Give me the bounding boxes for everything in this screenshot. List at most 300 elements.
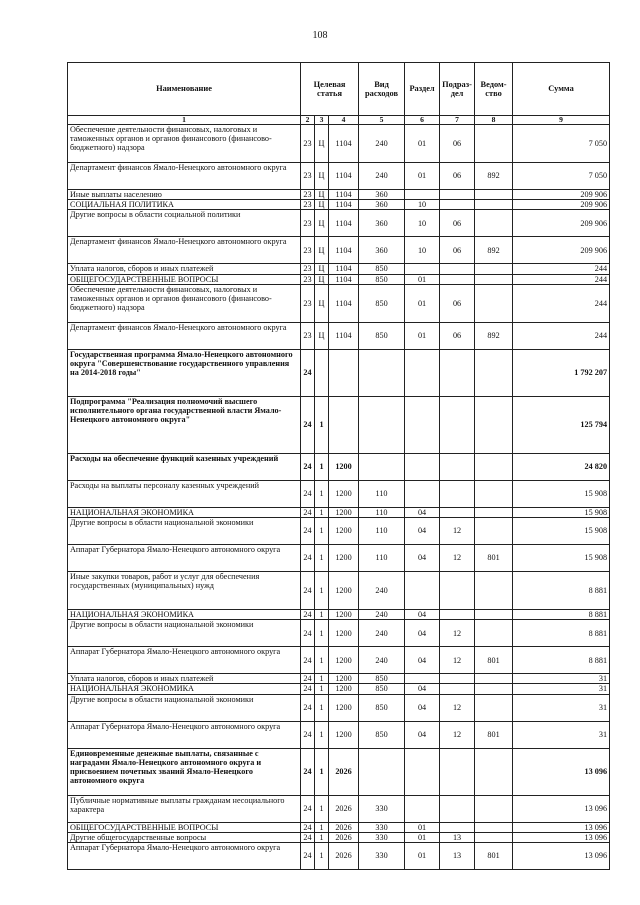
- table-row: [68, 517, 610, 544]
- amount-value: 13 096: [513, 822, 610, 832]
- table-body: [68, 125, 610, 870]
- target-code-item: 1104: [329, 190, 359, 200]
- amount-value: 1 792 207: [513, 349, 610, 396]
- amount-value: 15 908: [513, 507, 610, 517]
- target-code-program: 24: [301, 674, 315, 684]
- section-code: 04: [405, 620, 440, 647]
- subsection-code: [440, 795, 475, 822]
- header-name: Наименование: [68, 63, 301, 116]
- table-row: [68, 684, 610, 694]
- amount-value: 15 908: [513, 544, 610, 571]
- target-code-item: 2026: [329, 822, 359, 832]
- table-row: [68, 842, 610, 869]
- table-row: [68, 163, 610, 190]
- section-code: 01: [405, 822, 440, 832]
- expense-type-code: 850: [359, 721, 405, 748]
- target-code-item: 1200: [329, 647, 359, 674]
- target-code-item: 1200: [329, 517, 359, 544]
- department-code: [475, 571, 513, 609]
- amount-value: 8 881: [513, 647, 610, 674]
- subsection-code: 06: [440, 237, 475, 264]
- department-code: [475, 210, 513, 237]
- target-code-subprogram: 1: [315, 842, 329, 869]
- target-code-program: 23: [301, 125, 315, 163]
- row-name: ОБЩЕГОСУДАРСТВЕННЫЕ ВОПРОСЫ: [68, 274, 301, 284]
- section-code: 01: [405, 125, 440, 163]
- amount-value: 209 906: [513, 210, 610, 237]
- section-code: [405, 480, 440, 507]
- section-code: [405, 453, 440, 480]
- target-code-subprogram: 1: [315, 822, 329, 832]
- table-row: [68, 620, 610, 647]
- amount-value: 15 908: [513, 480, 610, 507]
- subsection-code: [440, 822, 475, 832]
- target-code-program: 24: [301, 832, 315, 842]
- table-row: [68, 210, 610, 237]
- target-code-program: 24: [301, 795, 315, 822]
- target-code-subprogram: 1: [315, 795, 329, 822]
- target-code-subprogram: 1: [315, 544, 329, 571]
- department-code: [475, 125, 513, 163]
- expense-type-code: 360: [359, 190, 405, 200]
- expense-type-code: 240: [359, 163, 405, 190]
- expense-type-code: 240: [359, 620, 405, 647]
- expense-type-code: 850: [359, 694, 405, 721]
- target-code-program: 24: [301, 609, 315, 619]
- section-code: 04: [405, 647, 440, 674]
- amount-value: 244: [513, 264, 610, 274]
- section-code: 04: [405, 694, 440, 721]
- amount-value: 31: [513, 684, 610, 694]
- department-code: 892: [475, 322, 513, 349]
- amount-value: 209 906: [513, 200, 610, 210]
- amount-value: 13 096: [513, 748, 610, 795]
- header-expense-type: Вид расходов: [359, 63, 405, 116]
- section-code: 04: [405, 544, 440, 571]
- header-amount: Сумма: [513, 63, 610, 116]
- target-code-subprogram: [315, 349, 329, 396]
- target-code-item: 2026: [329, 748, 359, 795]
- department-code: 801: [475, 544, 513, 571]
- expense-type-code: 330: [359, 842, 405, 869]
- subsection-code: [440, 200, 475, 210]
- row-name: Иные выплаты населению: [68, 190, 301, 200]
- table-row: [68, 125, 610, 163]
- target-code-item: 1200: [329, 674, 359, 684]
- amount-value: 8 881: [513, 571, 610, 609]
- subsection-code: [440, 609, 475, 619]
- expense-type-code: [359, 748, 405, 795]
- target-code-item: 1104: [329, 210, 359, 237]
- target-code-item: 1104: [329, 200, 359, 210]
- subsection-code: 06: [440, 284, 475, 322]
- row-name: Единовременные денежные выплаты, связанные с наградами Ямало-Ненецкого автономного округа и присвоением почетных званий Ямало-Ненецкого автономного округа: [68, 748, 301, 795]
- target-code-item: 1200: [329, 609, 359, 619]
- amount-value: 244: [513, 274, 610, 284]
- target-code-program: 24: [301, 480, 315, 507]
- expense-type-code: 110: [359, 517, 405, 544]
- target-code-program: 24: [301, 571, 315, 609]
- target-code-item: 1104: [329, 284, 359, 322]
- table-row: [68, 694, 610, 721]
- table-row: [68, 507, 610, 517]
- amount-value: 31: [513, 694, 610, 721]
- row-name: Другие вопросы в области национальной экономики: [68, 517, 301, 544]
- amount-value: 7 050: [513, 163, 610, 190]
- subsection-code: [440, 748, 475, 795]
- column-number: 7: [440, 116, 475, 125]
- target-code-subprogram: 1: [315, 517, 329, 544]
- target-code-subprogram: 1: [315, 748, 329, 795]
- row-name: Аппарат Губернатора Ямало-Ненецкого автономного округа: [68, 842, 301, 869]
- table-row: [68, 396, 610, 453]
- department-code: [475, 694, 513, 721]
- target-code-subprogram: 1: [315, 609, 329, 619]
- table-row: [68, 349, 610, 396]
- subsection-code: [440, 684, 475, 694]
- row-name: Департамент финансов Ямало-Ненецкого автономного округа: [68, 322, 301, 349]
- row-name: Уплата налогов, сборов и иных платежей: [68, 674, 301, 684]
- target-code-item: 1104: [329, 264, 359, 274]
- section-code: [405, 349, 440, 396]
- department-code: [475, 517, 513, 544]
- amount-value: 8 881: [513, 620, 610, 647]
- target-code-subprogram: Ц: [315, 237, 329, 264]
- subsection-code: [440, 507, 475, 517]
- target-code-program: 24: [301, 721, 315, 748]
- target-code-item: [329, 349, 359, 396]
- target-code-program: 24: [301, 694, 315, 721]
- section-code: 04: [405, 517, 440, 544]
- department-code: [475, 507, 513, 517]
- section-code: 04: [405, 721, 440, 748]
- amount-value: 15 908: [513, 517, 610, 544]
- subsection-code: [440, 571, 475, 609]
- target-code-item: 1200: [329, 620, 359, 647]
- expense-type-code: 240: [359, 647, 405, 674]
- expense-type-code: 850: [359, 284, 405, 322]
- table-row: [68, 571, 610, 609]
- amount-value: 8 881: [513, 609, 610, 619]
- department-code: [475, 284, 513, 322]
- amount-value: 31: [513, 721, 610, 748]
- target-code-item: 2026: [329, 842, 359, 869]
- section-code: 10: [405, 200, 440, 210]
- row-name: Уплата налогов, сборов и иных платежей: [68, 264, 301, 274]
- table-row: [68, 544, 610, 571]
- target-code-subprogram: 1: [315, 694, 329, 721]
- expense-type-code: 330: [359, 822, 405, 832]
- subsection-code: 12: [440, 721, 475, 748]
- subsection-code: 12: [440, 544, 475, 571]
- department-code: [475, 609, 513, 619]
- row-name: Обеспечение деятельности финансовых, налоговых и таможенных органов и органов финансового (финансово-бюджетного) надзора: [68, 125, 301, 163]
- target-code-program: 23: [301, 274, 315, 284]
- target-code-program: 24: [301, 647, 315, 674]
- target-code-program: 23: [301, 322, 315, 349]
- row-name: НАЦИОНАЛЬНАЯ ЭКОНОМИКА: [68, 609, 301, 619]
- amount-value: 7 050: [513, 125, 610, 163]
- section-code: [405, 190, 440, 200]
- table-row: [68, 274, 610, 284]
- target-code-program: 23: [301, 237, 315, 264]
- expense-type-code: [359, 396, 405, 453]
- target-code-program: 24: [301, 620, 315, 647]
- column-number: 3: [315, 116, 329, 125]
- section-code: [405, 571, 440, 609]
- amount-value: 244: [513, 284, 610, 322]
- table-row: [68, 647, 610, 674]
- target-code-item: 1200: [329, 721, 359, 748]
- row-name: НАЦИОНАЛЬНАЯ ЭКОНОМИКА: [68, 507, 301, 517]
- header-section: Раздел: [405, 63, 440, 116]
- target-code-subprogram: Ц: [315, 274, 329, 284]
- subsection-code: 13: [440, 832, 475, 842]
- section-code: 04: [405, 684, 440, 694]
- row-name: СОЦИАЛЬНАЯ ПОЛИТИКА: [68, 200, 301, 210]
- row-name: Другие вопросы в области национальной экономики: [68, 694, 301, 721]
- department-code: [475, 822, 513, 832]
- department-code: [475, 349, 513, 396]
- table-row: [68, 284, 610, 322]
- column-number: 8: [475, 116, 513, 125]
- target-code-subprogram: 1: [315, 721, 329, 748]
- amount-value: 209 906: [513, 237, 610, 264]
- target-code-program: 24: [301, 349, 315, 396]
- table-row: [68, 200, 610, 210]
- target-code-subprogram: 1: [315, 480, 329, 507]
- expense-type-code: 850: [359, 674, 405, 684]
- table-row: [68, 453, 610, 480]
- target-code-item: 2026: [329, 832, 359, 842]
- subsection-code: [440, 453, 475, 480]
- table-row: [68, 190, 610, 200]
- expense-type-code: 110: [359, 480, 405, 507]
- target-code-program: 24: [301, 517, 315, 544]
- subsection-code: [440, 480, 475, 507]
- budget-table: [67, 62, 610, 870]
- subsection-code: [440, 674, 475, 684]
- row-name: Аппарат Губернатора Ямало-Ненецкого автономного округа: [68, 721, 301, 748]
- expense-type-code: 360: [359, 237, 405, 264]
- amount-value: 24 820: [513, 453, 610, 480]
- row-name: Аппарат Губернатора Ямало-Ненецкого автономного округа: [68, 647, 301, 674]
- department-code: 892: [475, 237, 513, 264]
- target-code-item: 1200: [329, 571, 359, 609]
- expense-type-code: [359, 349, 405, 396]
- department-code: [475, 190, 513, 200]
- column-number: 2: [301, 116, 315, 125]
- department-code: 892: [475, 163, 513, 190]
- target-code-item: 1200: [329, 507, 359, 517]
- target-code-subprogram: 1: [315, 832, 329, 842]
- table-row: [68, 832, 610, 842]
- expense-type-code: 850: [359, 684, 405, 694]
- target-code-program: 23: [301, 284, 315, 322]
- row-name: Публичные нормативные выплаты гражданам несоциального характера: [68, 795, 301, 822]
- subsection-code: 12: [440, 647, 475, 674]
- department-code: [475, 200, 513, 210]
- target-code-item: 1200: [329, 544, 359, 571]
- amount-value: 13 096: [513, 842, 610, 869]
- expense-type-code: 850: [359, 322, 405, 349]
- subsection-code: 06: [440, 163, 475, 190]
- department-code: [475, 480, 513, 507]
- header-department: Ведом-ство: [475, 63, 513, 116]
- department-code: [475, 748, 513, 795]
- department-code: 801: [475, 842, 513, 869]
- target-code-program: 24: [301, 396, 315, 453]
- target-code-program: 23: [301, 264, 315, 274]
- expense-type-code: 330: [359, 832, 405, 842]
- target-code-subprogram: Ц: [315, 200, 329, 210]
- table-row: [68, 322, 610, 349]
- department-code: [475, 264, 513, 274]
- section-code: 01: [405, 284, 440, 322]
- subsection-code: 06: [440, 322, 475, 349]
- page-number: 108: [312, 30, 328, 41]
- amount-value: 13 096: [513, 795, 610, 822]
- table-row: [68, 609, 610, 619]
- row-name: Обеспечение деятельности финансовых, налоговых и таможенных органов и органов финансового (финансово-бюджетного) надзора: [68, 284, 301, 322]
- expense-type-code: 110: [359, 544, 405, 571]
- table-row: [68, 674, 610, 684]
- table-row: [68, 822, 610, 832]
- column-number: 6: [405, 116, 440, 125]
- target-code-subprogram: 1: [315, 507, 329, 517]
- row-name: Департамент финансов Ямало-Ненецкого автономного округа: [68, 237, 301, 264]
- target-code-item: 1200: [329, 694, 359, 721]
- amount-value: 209 906: [513, 190, 610, 200]
- target-code-subprogram: 1: [315, 453, 329, 480]
- department-code: [475, 453, 513, 480]
- target-code-subprogram: Ц: [315, 284, 329, 322]
- target-code-program: 23: [301, 163, 315, 190]
- target-code-subprogram: Ц: [315, 163, 329, 190]
- row-name: Иные закупки товаров, работ и услуг для обеспечения государственных (муниципальных) нужд: [68, 571, 301, 609]
- subsection-code: 12: [440, 620, 475, 647]
- subsection-code: 06: [440, 125, 475, 163]
- section-code: 10: [405, 210, 440, 237]
- department-code: [475, 832, 513, 842]
- target-code-subprogram: 1: [315, 620, 329, 647]
- expense-type-code: 850: [359, 274, 405, 284]
- expense-type-code: 360: [359, 200, 405, 210]
- expense-type-code: 330: [359, 795, 405, 822]
- department-code: 801: [475, 647, 513, 674]
- target-code-subprogram: Ц: [315, 210, 329, 237]
- row-name: Расходы на выплаты персоналу казенных учреждений: [68, 480, 301, 507]
- subsection-code: 13: [440, 842, 475, 869]
- column-number-row: [68, 116, 610, 125]
- row-name: Аппарат Губернатора Ямало-Ненецкого автономного округа: [68, 544, 301, 571]
- section-code: 01: [405, 163, 440, 190]
- table-row: [68, 237, 610, 264]
- table-row: [68, 721, 610, 748]
- amount-value: 13 096: [513, 832, 610, 842]
- expense-type-code: 240: [359, 125, 405, 163]
- expense-type-code: [359, 453, 405, 480]
- target-code-program: 24: [301, 822, 315, 832]
- table-row: [68, 795, 610, 822]
- department-code: [475, 795, 513, 822]
- expense-type-code: 240: [359, 571, 405, 609]
- row-name: НАЦИОНАЛЬНАЯ ЭКОНОМИКА: [68, 684, 301, 694]
- target-code-subprogram: 1: [315, 571, 329, 609]
- row-name: Подпрограмма "Реализация полномочий высшего исполнительного органа государственной власти Ямало-Ненецкого автономного округа": [68, 396, 301, 453]
- subsection-code: [440, 274, 475, 284]
- subsection-code: [440, 396, 475, 453]
- section-code: 10: [405, 237, 440, 264]
- section-code: 04: [405, 507, 440, 517]
- section-code: 04: [405, 609, 440, 619]
- row-name: Государственная программа Ямало-Ненецкого автономного округа "Совершенствование государственного управления на 2014-2018 годы": [68, 349, 301, 396]
- target-code-subprogram: Ц: [315, 322, 329, 349]
- department-code: [475, 684, 513, 694]
- column-number: 1: [68, 116, 301, 125]
- target-code-item: 1104: [329, 322, 359, 349]
- target-code-program: 23: [301, 190, 315, 200]
- section-code: 01: [405, 322, 440, 349]
- target-code-item: 1104: [329, 125, 359, 163]
- subsection-code: 06: [440, 210, 475, 237]
- target-code-item: 1200: [329, 684, 359, 694]
- department-code: 801: [475, 721, 513, 748]
- column-number: 4: [329, 116, 359, 125]
- expense-type-code: 360: [359, 210, 405, 237]
- target-code-subprogram: 1: [315, 396, 329, 453]
- target-code-program: 24: [301, 453, 315, 480]
- target-code-item: 1104: [329, 274, 359, 284]
- subsection-code: [440, 264, 475, 274]
- target-code-item: 1200: [329, 480, 359, 507]
- table-row: [68, 748, 610, 795]
- section-code: [405, 795, 440, 822]
- target-code-item: 2026: [329, 795, 359, 822]
- department-code: [475, 396, 513, 453]
- section-code: 01: [405, 842, 440, 869]
- row-name: Другие общегосударственные вопросы: [68, 832, 301, 842]
- amount-value: 31: [513, 674, 610, 684]
- table-row: [68, 480, 610, 507]
- target-code-subprogram: 1: [315, 647, 329, 674]
- target-code-subprogram: 1: [315, 674, 329, 684]
- department-code: [475, 274, 513, 284]
- expense-type-code: 240: [359, 609, 405, 619]
- target-code-program: 24: [301, 748, 315, 795]
- department-code: [475, 674, 513, 684]
- expense-type-code: 850: [359, 264, 405, 274]
- row-name: Департамент финансов Ямало-Ненецкого автономного округа: [68, 163, 301, 190]
- target-code-item: 1104: [329, 163, 359, 190]
- section-code: [405, 396, 440, 453]
- subsection-code: 12: [440, 694, 475, 721]
- target-code-program: 23: [301, 200, 315, 210]
- section-code: [405, 748, 440, 795]
- target-code-program: 24: [301, 842, 315, 869]
- target-code-program: 23: [301, 210, 315, 237]
- row-name: Расходы на обеспечение функций казенных учреждений: [68, 453, 301, 480]
- target-code-subprogram: Ц: [315, 125, 329, 163]
- amount-value: 125 794: [513, 396, 610, 453]
- section-code: [405, 264, 440, 274]
- amount-value: 244: [513, 322, 610, 349]
- expense-type-code: 110: [359, 507, 405, 517]
- target-code-program: 24: [301, 684, 315, 694]
- header-row: [68, 63, 610, 116]
- row-name: ОБЩЕГОСУДАРСТВЕННЫЕ ВОПРОСЫ: [68, 822, 301, 832]
- column-number: 5: [359, 116, 405, 125]
